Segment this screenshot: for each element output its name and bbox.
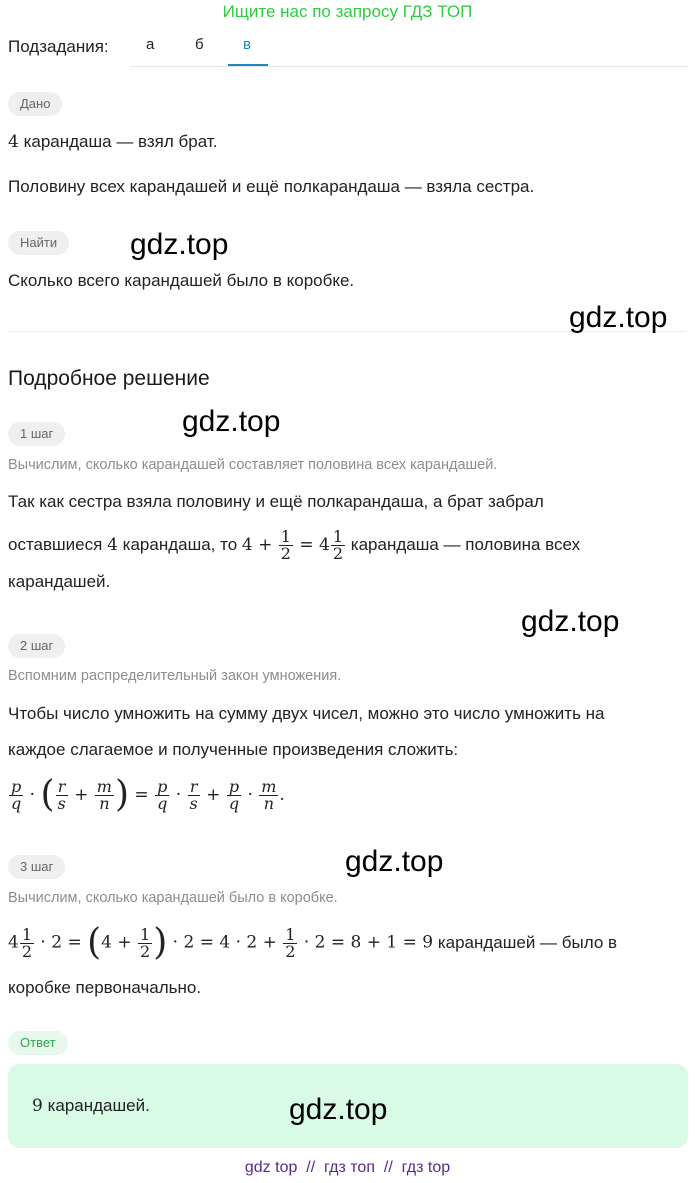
given-line-1: 4 карандаша — взял брат. <box>8 132 218 152</box>
step-2-line-1: Чтобы число умножить на сумму двух чисел, можно это число умножить на <box>8 704 605 723</box>
step-3-line-2: коробке первоначально. <box>8 978 202 997</box>
watermark: gdz.top <box>289 1093 388 1126</box>
watermark: gdz.top <box>345 845 444 878</box>
given-line-2: Половину всех карандашей и ещё полкарандаша — взяла сестра. <box>8 177 535 196</box>
step-2-line-2: каждое слагаемое и полученные произведения сложить: <box>8 740 459 759</box>
search-hint-banner: Ищите нас по запросу ГДЗ ТОП <box>222 2 473 21</box>
tab-v[interactable]: в <box>243 36 251 53</box>
find-text: Сколько всего карандашей было в коробке. <box>8 271 355 290</box>
step-1-line-2: оставшиеся 4 карандаша, то 4 + $\frac{1}{2}$ = 4 $\frac{1}{2}$ карандаша — половина всех <box>8 526 581 563</box>
watermark: gdz.top <box>182 405 281 438</box>
step-3-hint: Вычислим, сколько карандашей было в коробке. <box>8 890 338 906</box>
step-1-pill: 1 шаг <box>8 422 65 446</box>
given-pill: Дано <box>8 92 62 116</box>
footer-links[interactable]: gdz top // гдз топ // гдз top <box>244 1159 451 1176</box>
solution-heading: Подробное решение <box>8 367 210 390</box>
step-2-pill: 2 шаг <box>8 634 65 658</box>
answer-text: 9 карандашей. <box>32 1096 150 1116</box>
step-2-hint: Вспомним распределительный закон умножения. <box>8 668 342 684</box>
tab-a[interactable]: а <box>146 36 155 53</box>
subtask-tabs <box>130 26 688 67</box>
active-tab-indicator <box>228 64 268 66</box>
watermark: gdz.top <box>569 301 668 334</box>
tab-b[interactable]: б <box>195 36 204 53</box>
step-3-pill: 3 шаг <box>8 855 65 879</box>
step-1-formula: 4 + $\frac{1}{2}$ = 4 $\frac{1}{2}$ <box>241 526 344 563</box>
watermark: gdz.top <box>130 228 229 261</box>
distributive-law-formula: $\frac{p}{q}$ · ( $\frac{r}{s}$ + $\frac{m}{n}$ ) = $\frac{p}{q}$ · $\frac{r}{s}$ + $\frac{p}{q}$ · $\frac{m}{n}$ . <box>11 774 285 815</box>
step-1-hint: Вычислим, сколько карандашей составляет половина всех карандашей. <box>8 457 498 473</box>
step-3-formula: 4 $\frac{1}{2}$ · 2 = (4 + $\frac{1}{2}$ ) · 2 = 4 · 2 + $\frac{1}{2}$ · 2 = 8 + 1 = 9 <box>8 922 434 963</box>
step-1-line-1: Так как сестра взяла половину и ещё полкарандаша, а брат забрал <box>8 492 544 511</box>
step-1-line-3: карандашей. <box>8 572 111 591</box>
subtasks-label: Подзадания: <box>8 37 109 56</box>
find-pill: Найти <box>8 231 69 255</box>
step-3-line-1: 4 $\frac{1}{2}$ · 2 = (4 + $\frac{1}{2}$ ) · 2 = 4 · 2 + $\frac{1}{2}$ · 2 = 8 + 1 = 9 карандашей — было в <box>8 922 618 963</box>
watermark: gdz.top <box>521 605 620 638</box>
answer-pill: Ответ <box>8 1031 68 1055</box>
